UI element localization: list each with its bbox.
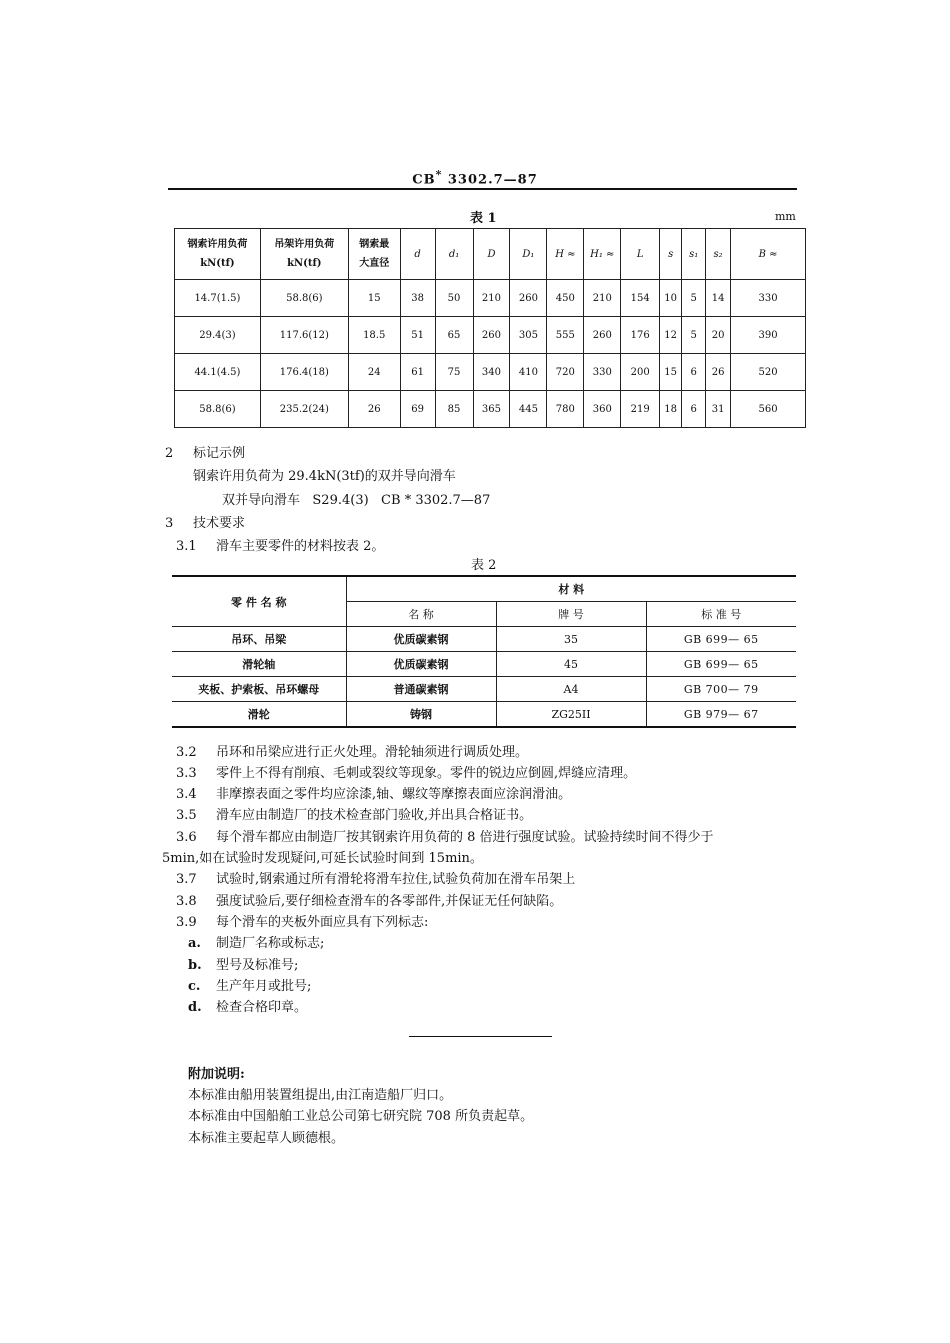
table1-col-header: s bbox=[660, 229, 682, 280]
table-cell: 38 bbox=[400, 280, 435, 317]
mark-text: 型号及标准号; bbox=[216, 958, 299, 973]
table-cell: 260 bbox=[584, 317, 621, 354]
table-row bbox=[172, 627, 796, 652]
table-cell: 330 bbox=[584, 354, 621, 391]
table-cell: 18.5 bbox=[348, 317, 400, 354]
table-cell: 10 bbox=[660, 280, 682, 317]
table-cell: 555 bbox=[547, 317, 584, 354]
table-cell: 85 bbox=[435, 391, 473, 428]
table2 bbox=[172, 575, 796, 728]
table-cell: 117.6(12) bbox=[260, 317, 348, 354]
table-cell: 26 bbox=[348, 391, 400, 428]
table-cell: 260 bbox=[510, 280, 547, 317]
table-cell: 360 bbox=[584, 391, 621, 428]
mark-text: 检查合格印章。 bbox=[216, 1000, 308, 1015]
table1-col-header: d bbox=[400, 229, 435, 280]
item-text: 每个滑车的夹板外面应具有下列标志: bbox=[216, 915, 429, 930]
table1-unit: mm bbox=[775, 210, 796, 223]
table-cell: 61 bbox=[400, 354, 435, 391]
table1-header-row bbox=[175, 229, 806, 280]
section3-title: 技术要求 bbox=[193, 516, 246, 531]
table-cell: 铸钢 bbox=[346, 702, 496, 728]
item-text: 滑车应由制造厂的技术检查部门验收,并出具合格证书。 bbox=[216, 808, 533, 823]
table1-col-header: D bbox=[473, 229, 510, 280]
table-cell: 235.2(24) bbox=[260, 391, 348, 428]
item-number: 3.7 bbox=[176, 872, 197, 887]
item-number: 3.6 bbox=[176, 830, 197, 845]
mark-c bbox=[188, 975, 311, 994]
additional-line-2: 本标准由中国船舶工业总公司第七研究院 708 所负责起草。 bbox=[188, 1109, 534, 1124]
table-cell: 260 bbox=[473, 317, 510, 354]
header-star: * bbox=[435, 168, 443, 181]
table-cell: 390 bbox=[731, 317, 806, 354]
item-3-9 bbox=[176, 911, 428, 930]
section3-heading bbox=[165, 512, 245, 531]
table-cell: 51 bbox=[400, 317, 435, 354]
table-cell: 340 bbox=[473, 354, 510, 391]
table-cell: 6 bbox=[682, 391, 706, 428]
item-3-6-continuation: 5min,如在试验时发现疑问,可延长试验时间到 15min。 bbox=[162, 851, 483, 866]
table-cell: 219 bbox=[621, 391, 660, 428]
item-number: 3.2 bbox=[176, 745, 197, 760]
item-number: 3.1 bbox=[176, 539, 197, 554]
table-row bbox=[175, 354, 806, 391]
table-cell: 35 bbox=[496, 627, 646, 652]
mark-letter: a. bbox=[188, 936, 201, 951]
table-cell: 吊环、吊梁 bbox=[172, 627, 346, 652]
section2-heading bbox=[165, 442, 245, 461]
table1-col-header: H ≈ bbox=[547, 229, 584, 280]
table-cell: 18 bbox=[660, 391, 682, 428]
header-prefix: CB bbox=[412, 172, 436, 188]
table-cell: A4 bbox=[496, 677, 646, 702]
item-3-2 bbox=[176, 741, 528, 760]
table-cell: 410 bbox=[510, 354, 547, 391]
item-text: 每个滑车都应由制造厂按其钢索许用负荷的 8 倍进行强度试验。试验持续时间不得少于 bbox=[216, 830, 714, 845]
table-cell: 450 bbox=[547, 280, 584, 317]
table2-sub-name: 名 称 bbox=[346, 602, 496, 627]
header-code: 3302.7—87 bbox=[447, 172, 538, 188]
additional-line-1: 本标准由船用装置组提出,由江南造船厂归口。 bbox=[188, 1088, 453, 1103]
item-number: 3.3 bbox=[176, 766, 197, 781]
item-number: 3.9 bbox=[176, 915, 197, 930]
mark-letter: c. bbox=[188, 979, 201, 994]
section2-line2: 双并导向滑车 S29.4(3) CB * 3302.7—87 bbox=[222, 493, 491, 508]
table-cell: 20 bbox=[706, 317, 731, 354]
item-number: 3.5 bbox=[176, 808, 197, 823]
table2-col-part: 零 件 名 称 bbox=[172, 576, 346, 627]
table1-col-header: s₁ bbox=[682, 229, 706, 280]
table-cell: GB 700— 79 bbox=[646, 677, 796, 702]
item-number: 3.8 bbox=[176, 894, 197, 909]
table-cell: 15 bbox=[660, 354, 682, 391]
table-cell: 200 bbox=[621, 354, 660, 391]
table2-header-row bbox=[172, 576, 796, 602]
table-cell: 176.4(18) bbox=[260, 354, 348, 391]
table-cell: 14 bbox=[706, 280, 731, 317]
item-3-8 bbox=[176, 890, 562, 909]
mark-a bbox=[188, 932, 324, 951]
item-text: 滑车主要零件的材料按表 2。 bbox=[216, 539, 385, 554]
table-cell: 58.8(6) bbox=[175, 391, 261, 428]
table2-caption: 表 2 bbox=[471, 558, 497, 573]
additional-line-3: 本标准主要起草人顾德根。 bbox=[188, 1131, 345, 1146]
section3-number: 3 bbox=[165, 516, 174, 531]
table1-col-header: 钢索许用负荷 kN(tf) bbox=[175, 229, 261, 280]
item-3-1 bbox=[176, 535, 384, 554]
table-cell: 305 bbox=[510, 317, 547, 354]
table-cell: 154 bbox=[621, 280, 660, 317]
table-cell: 29.4(3) bbox=[175, 317, 261, 354]
table-cell: 31 bbox=[706, 391, 731, 428]
table-cell: 滑轮 bbox=[172, 702, 346, 728]
section2-number: 2 bbox=[165, 446, 174, 461]
table-row bbox=[172, 677, 796, 702]
table-cell: 445 bbox=[510, 391, 547, 428]
table-cell: 210 bbox=[584, 280, 621, 317]
table-cell: 330 bbox=[731, 280, 806, 317]
item-text: 试验时,钢索通过所有滑轮将滑车拉住,试验负荷加在滑车吊架上 bbox=[216, 872, 576, 887]
mark-text: 制造厂名称或标志; bbox=[216, 936, 325, 951]
item-text: 强度试验后,要仔细检查滑车的各零部件,并保证无任何缺陷。 bbox=[216, 894, 563, 909]
table1-col-header: 钢索最 大直径 bbox=[348, 229, 400, 280]
table-cell: 176 bbox=[621, 317, 660, 354]
table-cell: 210 bbox=[473, 280, 510, 317]
closing-rule bbox=[409, 1036, 552, 1037]
table-cell: 50 bbox=[435, 280, 473, 317]
table-cell: 69 bbox=[400, 391, 435, 428]
table-cell: 520 bbox=[731, 354, 806, 391]
item-3-4 bbox=[176, 783, 571, 802]
section2-title: 标记示例 bbox=[193, 446, 246, 461]
table-cell: 365 bbox=[473, 391, 510, 428]
table-cell: 65 bbox=[435, 317, 473, 354]
mark-d bbox=[188, 996, 307, 1015]
section2-line1: 钢索许用负荷为 29.4kN(3tf)的双并导向滑车 bbox=[193, 469, 456, 484]
table-cell: 12 bbox=[660, 317, 682, 354]
item-3-7 bbox=[176, 868, 575, 887]
table-cell: 优质碳素钢 bbox=[346, 652, 496, 677]
table1-col-header: D₁ bbox=[510, 229, 547, 280]
header-rule bbox=[168, 188, 797, 190]
table1-col-header: 吊架许用负荷 kN(tf) bbox=[260, 229, 348, 280]
table-cell: 75 bbox=[435, 354, 473, 391]
table1-col-header: H₁ ≈ bbox=[584, 229, 621, 280]
table-cell: 普通碳素钢 bbox=[346, 677, 496, 702]
table-cell: ZG25II bbox=[496, 702, 646, 728]
table2-sub-std: 标 准 号 bbox=[646, 602, 796, 627]
table1-caption: 表 1 bbox=[470, 211, 497, 226]
mark-b bbox=[188, 954, 298, 973]
table-row bbox=[175, 317, 806, 354]
table-cell: 14.7(1.5) bbox=[175, 280, 261, 317]
table-cell: 780 bbox=[547, 391, 584, 428]
item-3-5 bbox=[176, 804, 532, 823]
table-cell: GB 699— 65 bbox=[646, 627, 796, 652]
table1-col-header: d₁ bbox=[435, 229, 473, 280]
table-cell: 44.1(4.5) bbox=[175, 354, 261, 391]
table1-col-header: s₂ bbox=[706, 229, 731, 280]
table1-col-header: L bbox=[621, 229, 660, 280]
item-3-6 bbox=[176, 826, 714, 845]
table-cell: 58.8(6) bbox=[260, 280, 348, 317]
table-cell: GB 979— 67 bbox=[646, 702, 796, 728]
table-row bbox=[175, 280, 806, 317]
table2-sub-grade: 牌 号 bbox=[496, 602, 646, 627]
item-text: 零件上不得有削痕、毛刺或裂纹等现象。零件的锐边应倒圆,焊缝应清理。 bbox=[216, 766, 637, 781]
mark-text: 生产年月或批号; bbox=[216, 979, 312, 994]
table-cell: 45 bbox=[496, 652, 646, 677]
table2-col-material: 材 料 bbox=[346, 576, 796, 602]
table-cell: GB 699— 65 bbox=[646, 652, 796, 677]
item-text: 非摩擦表面之零件均应涂漆,轴、螺纹等摩擦表面应涂润滑油。 bbox=[216, 787, 572, 802]
item-text: 吊环和吊梁应进行正火处理。滑轮轴须进行调质处理。 bbox=[216, 745, 529, 760]
table-cell: 滑轮轴 bbox=[172, 652, 346, 677]
table-cell: 夹板、护索板、吊环螺母 bbox=[172, 677, 346, 702]
standard-header bbox=[0, 168, 950, 187]
table-cell: 560 bbox=[731, 391, 806, 428]
table-cell: 5 bbox=[682, 280, 706, 317]
table-cell: 15 bbox=[348, 280, 400, 317]
table-cell: 26 bbox=[706, 354, 731, 391]
item-3-3 bbox=[176, 762, 636, 781]
table-row bbox=[172, 702, 796, 728]
mark-letter: b. bbox=[188, 958, 202, 973]
table-cell: 5 bbox=[682, 317, 706, 354]
table-cell: 720 bbox=[547, 354, 584, 391]
item-number: 3.4 bbox=[176, 787, 197, 802]
table1-col-header: B ≈ bbox=[731, 229, 806, 280]
table-cell: 优质碳素钢 bbox=[346, 627, 496, 652]
table-row bbox=[175, 391, 806, 428]
table-cell: 24 bbox=[348, 354, 400, 391]
table1 bbox=[174, 228, 806, 428]
table-row bbox=[172, 652, 796, 677]
mark-letter: d. bbox=[188, 1000, 202, 1015]
additional-title: 附加说明: bbox=[188, 1067, 245, 1082]
table-cell: 6 bbox=[682, 354, 706, 391]
